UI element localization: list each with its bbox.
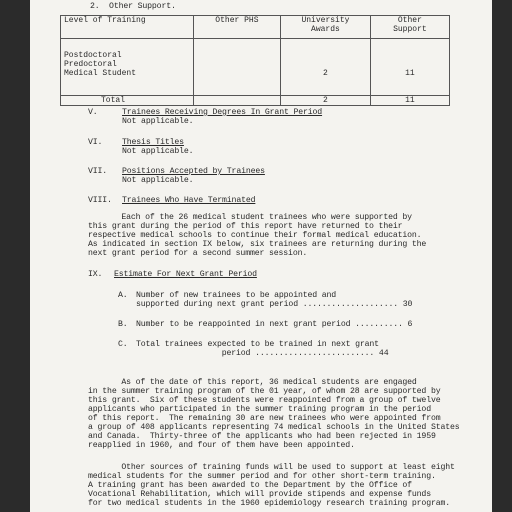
row-label-predoctoral: Predoctoral — [64, 60, 117, 69]
section-vi-number: VI. — [88, 138, 103, 147]
other-support-table — [60, 15, 450, 106]
total-phs — [193, 96, 280, 106]
para2-line: reapplied in 1960, and four of them have been appointed. — [88, 441, 355, 450]
cell-postdoc-university — [284, 51, 367, 60]
section-v-note: Not applicable. — [122, 117, 194, 126]
section-ix-number: IX. — [88, 270, 103, 279]
para2-line: in the summer training program of the 01 year, of whom 28 are supported by — [88, 387, 441, 396]
viii-paragraph-line: this grant during the period of this report have returned to their — [88, 222, 403, 231]
table-row-total — [61, 96, 450, 106]
ix-item-line: period ......................... 44 — [136, 349, 389, 358]
para3-line: A training grant has been awarded to the Department by the Office of — [88, 481, 412, 490]
para2-line: and Canada. Thirty-three of the applicants who had been rejected in 1959 — [88, 432, 436, 441]
col-header-other-phs: Other PHS — [193, 16, 280, 39]
para2-line: a group of 408 applicants representing 74 medical schools in the United States — [88, 423, 460, 432]
para2-line: of this report. The remaining 30 are new trainees who were appointed from — [88, 414, 441, 423]
cell-med-phs — [197, 69, 277, 78]
para2-line: this grant. Six of these students were reappointed from a group of twelve — [88, 396, 441, 405]
table-row — [61, 39, 450, 96]
ix-item-line: supported during next grant period .................... 30 — [136, 300, 413, 309]
viii-paragraph-line: Each of the 26 medical student trainees who were supported by — [88, 213, 412, 222]
para3-line: Other sources of training funds will be used to support at least eight — [88, 463, 455, 472]
row-label-postdoctoral: Postdoctoral — [64, 51, 122, 60]
other-support-heading: 2. Other Support. — [90, 2, 176, 11]
ix-item-line: Total trainees expected to be trained in next grant — [136, 340, 379, 349]
viii-paragraph-line: next grant period for a second summer session. — [88, 249, 308, 258]
document-page — [30, 0, 492, 512]
total-university: 2 — [281, 96, 371, 106]
ix-item-letter: A. — [118, 291, 128, 300]
para3-line: medical students for the summer period and for other short-term training. — [88, 472, 436, 481]
viii-paragraph-line: As indicated in section IX below, six trainees are returning during the — [88, 240, 427, 249]
section-viii-title: Trainees Who Have Terminated — [122, 196, 256, 205]
cell-predoc-phs — [197, 60, 277, 69]
section-vii-title: Positions Accepted by Trainees — [122, 167, 265, 176]
ix-item-letter: C. — [118, 340, 128, 349]
para2-line: As of the date of this report, 36 medical students are engaged — [88, 378, 417, 387]
para3-line: Vocational Rehabilitation, which will provide stipends and expense funds — [88, 490, 431, 499]
ix-item-line: Number to be reappointed in next grant period .......... 6 — [136, 320, 413, 329]
section-vi-note: Not applicable. — [122, 147, 194, 156]
total-other: 11 — [370, 96, 449, 106]
section-vii-number: VII. — [88, 167, 108, 176]
cell-med-other: 11 — [405, 69, 415, 78]
total-label: Total — [61, 96, 194, 106]
ix-item-line: Number of new trainees to be appointed and — [136, 291, 337, 300]
para2-line: applicants who participated in the summer training program in the period — [88, 405, 431, 414]
cell-predoc-other — [374, 60, 446, 69]
row-label-medical-student: Medical Student — [64, 69, 137, 78]
cell-postdoc-phs — [197, 51, 277, 60]
col-header-university: University Awards — [281, 16, 371, 39]
para3-line: for two medical students in the 1960 epidemiology research training program. — [88, 499, 451, 508]
section-v-title: Trainees Receiving Degrees In Grant Period — [122, 108, 323, 117]
section-ix-title: Estimate For Next Grant Period — [114, 270, 257, 279]
cell-predoc-university — [284, 60, 367, 69]
col-header-level: Level of Training — [61, 16, 194, 39]
viii-paragraph-line: respective medical schools to continue their formal medical education. — [88, 231, 422, 240]
section-vii-note: Not applicable. — [122, 176, 194, 185]
section-viii-number: VIII. — [88, 196, 112, 205]
ix-item-letter: B. — [118, 320, 128, 329]
cell-postdoc-other — [374, 51, 446, 60]
section-v-number: V. — [88, 108, 98, 117]
col-header-other-support: Other Support — [370, 16, 449, 39]
cell-med-university: 2 — [323, 69, 328, 78]
section-vi-title: Thesis Titles — [122, 138, 184, 147]
